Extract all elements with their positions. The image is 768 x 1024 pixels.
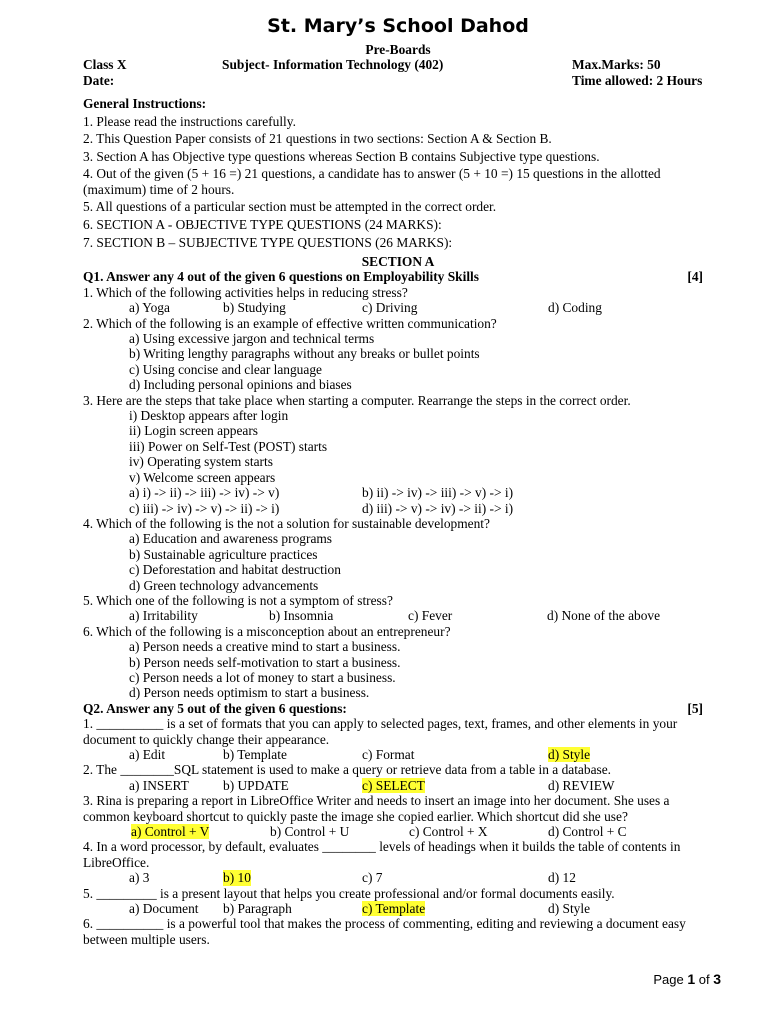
option: c) Person needs a lot of money to start a business. bbox=[129, 669, 396, 685]
option: b) Insomnia bbox=[269, 608, 334, 624]
time-label: Time allowed: 2 Hours bbox=[572, 72, 703, 88]
option: b) Writing lengthy paragraphs without any breaks or bullet points bbox=[129, 346, 480, 362]
q2-heading bbox=[83, 701, 713, 716]
instructions-title: General Instructions: bbox=[83, 96, 207, 112]
option: c) Control + X bbox=[409, 824, 488, 840]
instruction-item: 5. All questions of a particular section must be attempted in the correct order. bbox=[83, 199, 497, 215]
max-marks-label: Max.Marks: 50 bbox=[572, 57, 661, 73]
question-text: 6. __________ is a powerful tool that makes the process of commenting, editing and reviewing a document easy between multiple users. bbox=[83, 916, 686, 947]
option: b) UPDATE bbox=[223, 777, 289, 793]
question-text: 3. Rina is preparing a report in LibreOffice Writer and needs to insert an image into her document. She uses a common keyboard shortcut to quickly paste the image she copied earlier. Which shortcut did she use? bbox=[83, 793, 670, 824]
exam-page bbox=[83, 14, 713, 947]
option: d) Including personal opinions and biases bbox=[129, 377, 352, 393]
page-word: Page bbox=[653, 972, 688, 987]
option: a) 3 bbox=[129, 870, 150, 886]
option-cell bbox=[131, 824, 270, 839]
page-number bbox=[653, 972, 721, 987]
q1-heading-text: Q1. Answer any 4 out of the given 6 questions on Employability Skills bbox=[83, 269, 479, 285]
step: iv) Operating system starts bbox=[129, 454, 273, 470]
question-text: 2. The ________SQL statement is used to make a query or retrieve data from a table in a database. bbox=[83, 762, 612, 778]
option: a) Using excessive jargon and technical terms bbox=[129, 331, 375, 347]
option-cell bbox=[362, 901, 548, 916]
instruction-item: 7. SECTION B – SUBJECTIVE TYPE QUESTIONS (26 MARKS): bbox=[83, 234, 453, 250]
option: a) Edit bbox=[129, 747, 166, 762]
option: d) Coding bbox=[548, 300, 602, 316]
instruction-item: 3. Section A has Objective type questions whereas Section B contains Subjective type questions. bbox=[83, 148, 600, 164]
instruction-item: 1. Please read the instructions carefully. bbox=[83, 113, 296, 129]
option-highlighted: c) SELECT bbox=[362, 777, 425, 793]
subject-label: Subject- Information Technology (402) bbox=[222, 57, 444, 73]
question-text: 5. _________ is a present layout that helps you create professional and/or formal documents easily. bbox=[83, 885, 615, 901]
step: i) Desktop appears after login bbox=[129, 408, 289, 424]
option: b) Studying bbox=[223, 300, 286, 316]
option-highlighted: b) 10 bbox=[223, 870, 251, 886]
option: c) iii) -> iv) -> v) -> ii) -> i) bbox=[129, 500, 280, 516]
option: a) Yoga bbox=[129, 300, 170, 316]
option-highlighted: c) Template bbox=[362, 901, 426, 917]
option: c) Deforestation and habitat destruction bbox=[129, 562, 341, 578]
q1-heading bbox=[83, 269, 713, 284]
option: a) Education and awareness programs bbox=[129, 531, 333, 547]
header-row-1 bbox=[83, 57, 713, 72]
of-word: of bbox=[695, 972, 714, 987]
option: d) REVIEW bbox=[548, 777, 615, 793]
options-row bbox=[83, 501, 713, 516]
option: d) Person needs optimism to start a business. bbox=[129, 685, 370, 701]
question-text: 2. Which of the following is an example of effective written communication? bbox=[83, 315, 497, 331]
options-row bbox=[83, 870, 713, 885]
option: d) Green technology advancements bbox=[129, 577, 319, 593]
school-name: St. Mary’s School Dahod bbox=[267, 15, 529, 37]
question-text: 4. Which of the following is the not a solution for sustainable development? bbox=[83, 515, 490, 531]
q1-marks: [4] bbox=[687, 269, 703, 285]
options-row bbox=[83, 485, 713, 500]
option: a) Irritability bbox=[129, 608, 198, 624]
question-text: 1. __________ is a set of formats that you can apply to selected pages, text, frames, and other elements in your document to quickly change their appearance. bbox=[83, 716, 678, 747]
question-text: 6. Which of the following is a misconception about an entrepreneur? bbox=[83, 623, 451, 639]
options-row bbox=[83, 300, 713, 315]
options-row bbox=[83, 778, 713, 793]
option: b) Person needs self-motivation to start a business. bbox=[129, 654, 401, 670]
option: d) Control + C bbox=[548, 824, 627, 840]
page-total: 3 bbox=[713, 971, 721, 987]
step: iii) Power on Self-Test (POST) starts bbox=[129, 438, 328, 454]
exam-title: Pre-Boards bbox=[365, 42, 431, 57]
option: d) Style bbox=[548, 901, 591, 917]
option-cell bbox=[223, 870, 362, 885]
instruction-item: 2. This Question Paper consists of 21 questions in two sections: Section A & Section B. bbox=[83, 131, 552, 147]
step: ii) Login screen appears bbox=[129, 423, 259, 439]
option: d) None of the above bbox=[547, 608, 661, 624]
q2-heading-text: Q2. Answer any 5 out of the given 6 questions: bbox=[83, 700, 347, 716]
page-current: 1 bbox=[687, 971, 696, 987]
option: d) 12 bbox=[548, 870, 576, 886]
option-highlighted: d) Style bbox=[548, 747, 591, 762]
date-label: Date: bbox=[83, 72, 115, 88]
instruction-item: 6. SECTION A - OBJECTIVE TYPE QUESTIONS (24 MARKS): bbox=[83, 217, 442, 232]
option: c) Driving bbox=[362, 300, 418, 316]
option: b) Paragraph bbox=[223, 901, 292, 917]
step: v) Welcome screen appears bbox=[129, 469, 276, 485]
option: a) INSERT bbox=[129, 777, 189, 793]
options-row bbox=[83, 824, 713, 839]
q2-marks: [5] bbox=[687, 700, 703, 716]
option: a) i) -> ii) -> iii) -> iv) -> v) bbox=[129, 485, 280, 501]
option: c) Format bbox=[362, 747, 415, 762]
section-a-title: SECTION A bbox=[361, 254, 435, 269]
header-row-2 bbox=[83, 73, 713, 88]
option: b) Control + U bbox=[270, 824, 350, 840]
option: d) iii) -> v) -> iv) -> ii) -> i) bbox=[362, 500, 514, 516]
options-row bbox=[83, 608, 713, 623]
option: c) Fever bbox=[408, 608, 453, 624]
instruction-item: 4. Out of the given (5 + 16 =) 21 questions, a candidate has to answer (5 + 10 =) 15 questions in the allotted (maximum) time of 2 hours. bbox=[83, 166, 661, 197]
option-highlighted: a) Control + V bbox=[131, 824, 210, 840]
question-text: 4. In a word processor, by default, evaluates ________ levels of headings when it builds the table of contents in LibreOffice. bbox=[83, 839, 681, 870]
option: c) 7 bbox=[362, 870, 383, 886]
option: b) Sustainable agriculture practices bbox=[129, 546, 318, 562]
class-label: Class X bbox=[83, 57, 127, 73]
option: b) Template bbox=[223, 747, 287, 762]
option-cell bbox=[362, 778, 548, 793]
question-text: 1. Which of the following activities helps in reducing stress? bbox=[83, 284, 408, 300]
question-text: 3. Here are the steps that take place when starting a computer. Rearrange the steps in the correct order. bbox=[83, 392, 631, 408]
options-row bbox=[83, 901, 713, 916]
option: a) Person needs a creative mind to start a business. bbox=[129, 639, 401, 655]
option: b) ii) -> iv) -> iii) -> v) -> i) bbox=[362, 485, 514, 501]
options-row bbox=[83, 747, 713, 762]
option: a) Document bbox=[129, 901, 199, 917]
question-text: 5. Which one of the following is not a symptom of stress? bbox=[83, 592, 393, 608]
option: c) Using concise and clear language bbox=[129, 361, 322, 377]
